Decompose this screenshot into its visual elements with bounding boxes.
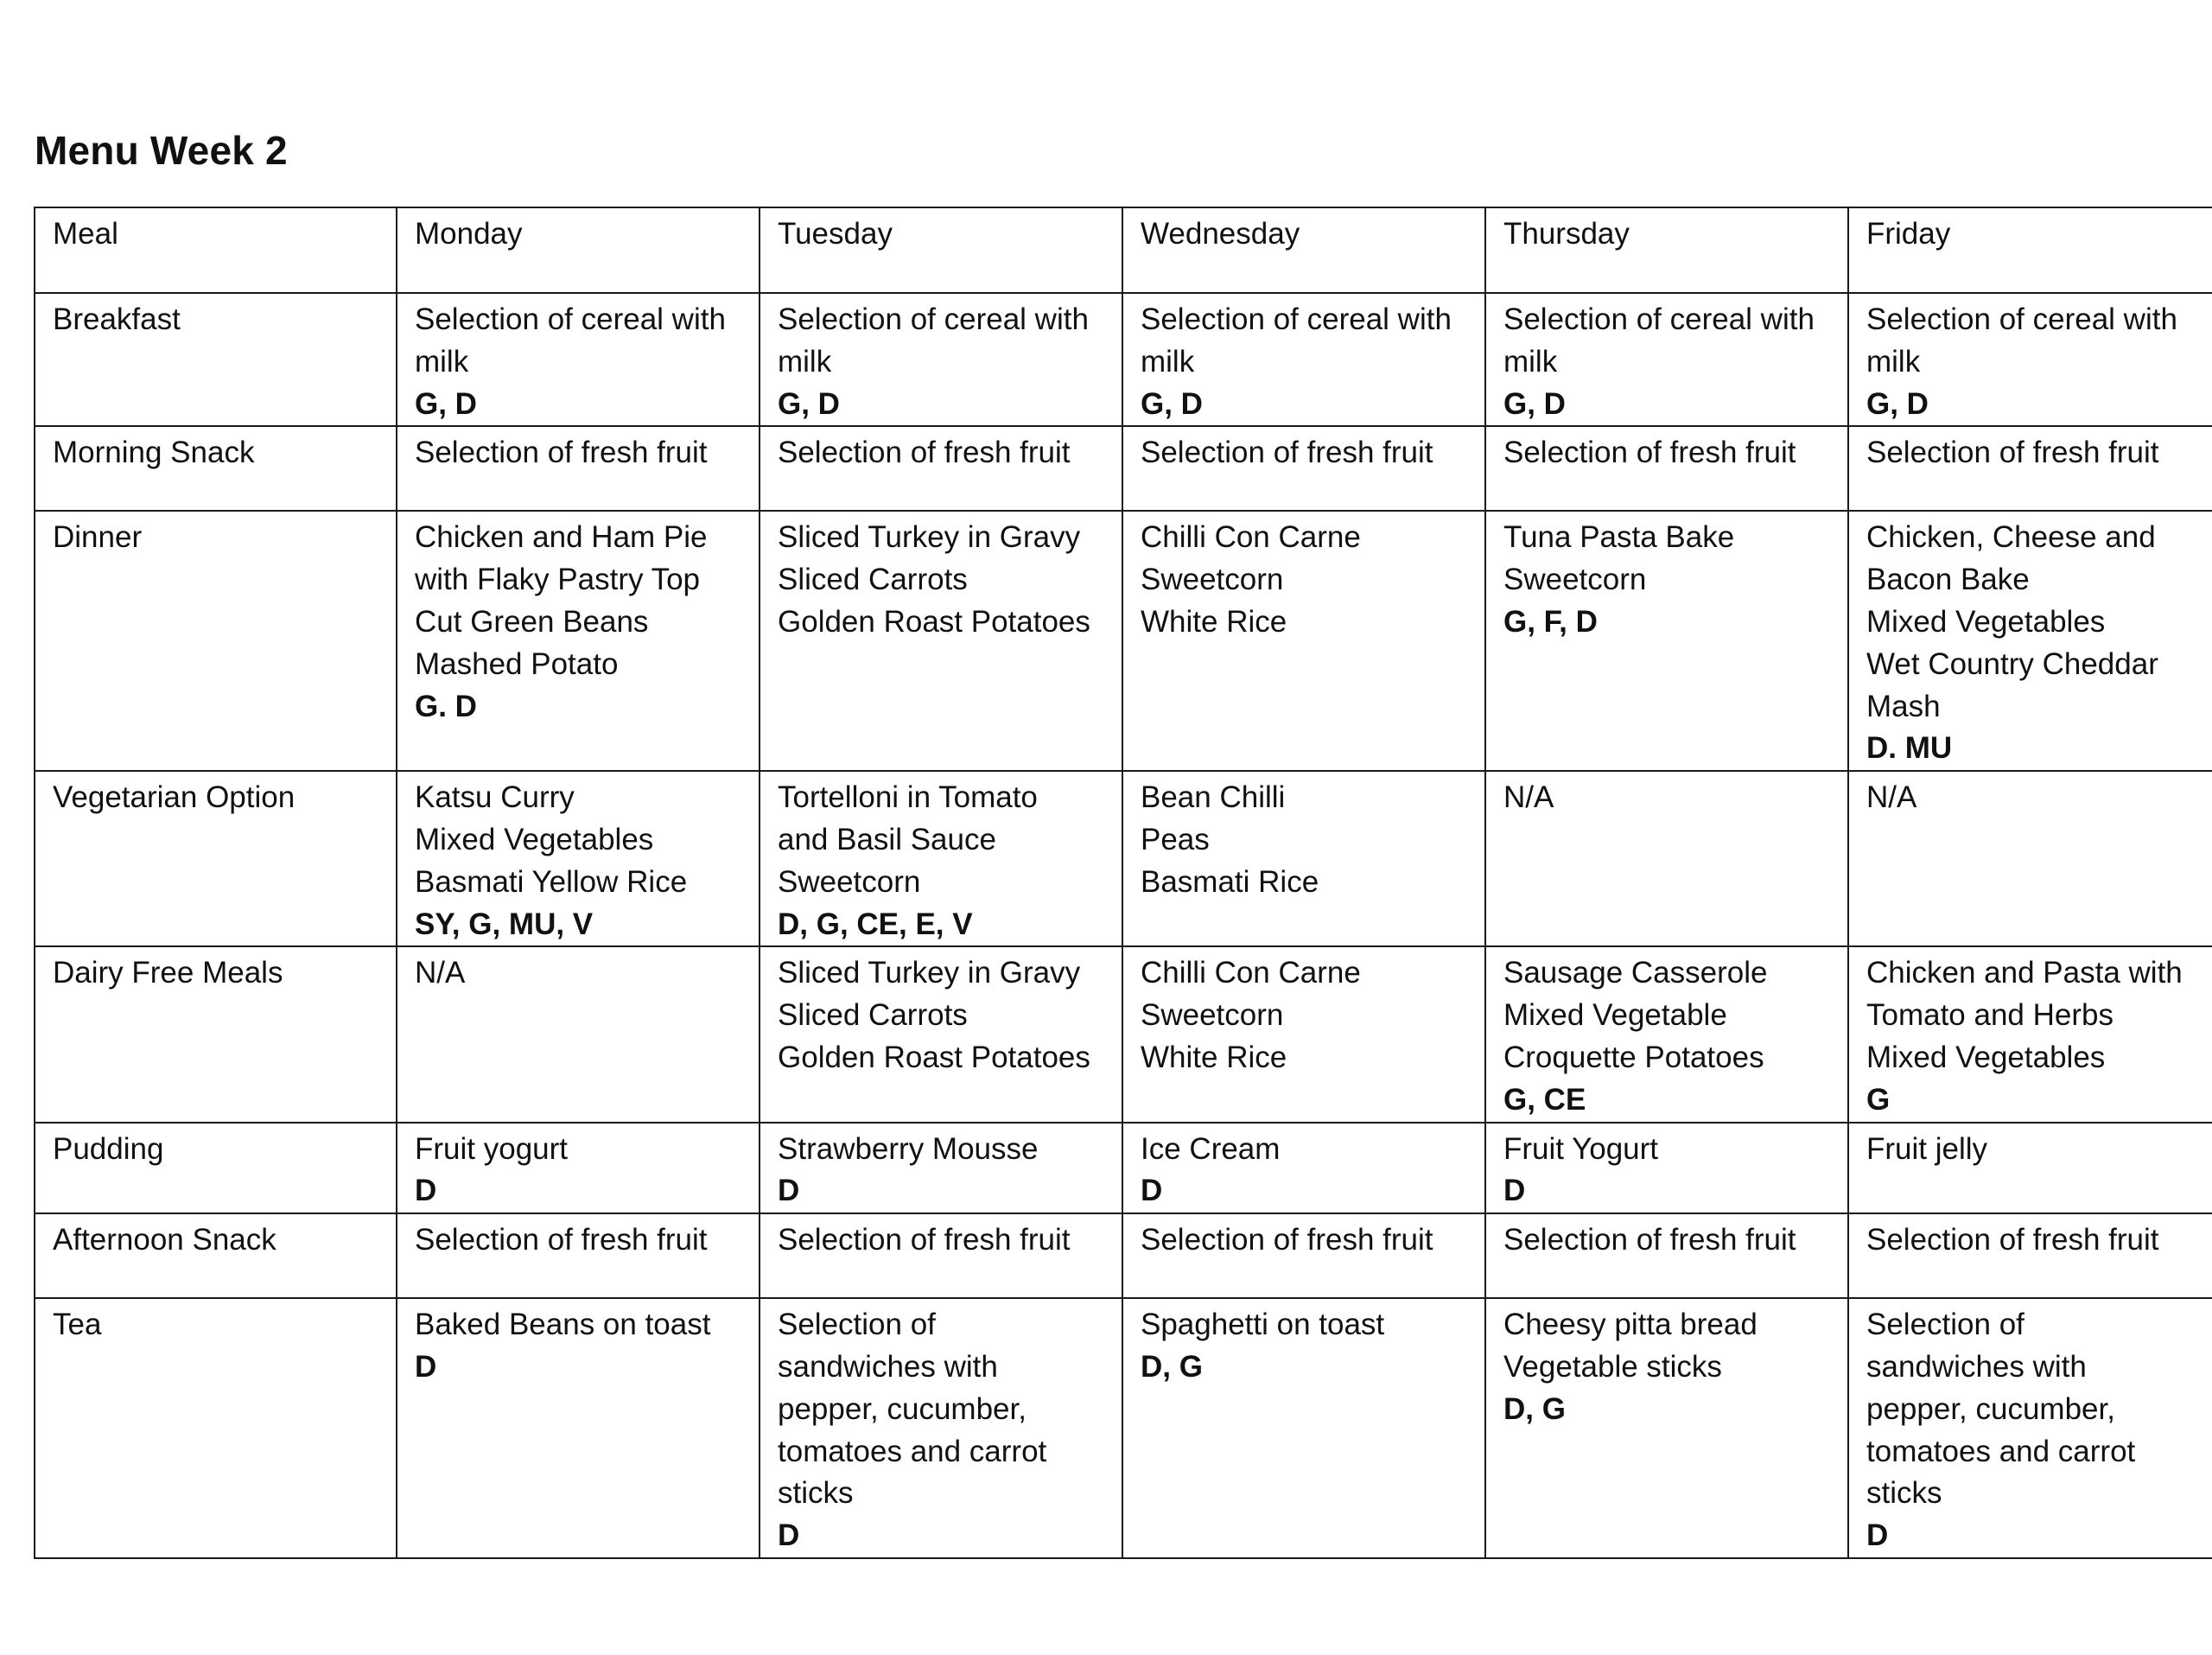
allergen-codes: D bbox=[415, 1349, 437, 1384]
meal-row-dairy-free-meals bbox=[35, 946, 2212, 1122]
menu-item-line: sticks bbox=[778, 1476, 854, 1511]
menu-item-line: Mixed Vegetables bbox=[415, 822, 654, 856]
meal-row-breakfast bbox=[35, 293, 2212, 426]
meal-row-vegetarian-option bbox=[35, 771, 2212, 946]
allergen-codes: G, D bbox=[415, 386, 477, 421]
menu-cell-thursday bbox=[1485, 1123, 1848, 1214]
menu-item-line: Selection of fresh fruit bbox=[1141, 436, 1433, 470]
menu-item-line: Selection of fresh fruit bbox=[1866, 1223, 2159, 1257]
menu-item-line: Spaghetti on toast bbox=[1141, 1308, 1385, 1342]
menu-item-line: Katsu Curry bbox=[415, 780, 575, 815]
allergen-codes: D, G bbox=[1141, 1349, 1203, 1384]
menu-cell-thursday bbox=[1485, 946, 1848, 1122]
menu-cell-thursday bbox=[1485, 771, 1848, 946]
meal-row-dinner bbox=[35, 511, 2212, 771]
menu-cell-tuesday bbox=[760, 426, 1122, 511]
menu-item-line: Selection of cereal with bbox=[1503, 302, 1815, 336]
menu-cell-wednesday bbox=[1122, 511, 1485, 771]
menu-cell-thursday bbox=[1485, 426, 1848, 511]
menu-item-line: Sausage Casserole bbox=[1503, 956, 1768, 990]
allergen-codes: D, G bbox=[1503, 1391, 1566, 1426]
menu-item-line: Baked Beans on toast bbox=[415, 1308, 711, 1342]
menu-item-line: Chilli Con Carne bbox=[1141, 956, 1361, 990]
menu-item-line: Selection of fresh fruit bbox=[415, 1223, 708, 1257]
menu-cell-tuesday bbox=[760, 293, 1122, 426]
menu-item-line: Sliced Turkey in Gravy bbox=[778, 956, 1081, 990]
menu-cell-tuesday bbox=[760, 1298, 1122, 1558]
menu-cell-thursday bbox=[1485, 1298, 1848, 1558]
menu-item-line: Selection of fresh fruit bbox=[415, 436, 708, 470]
header-cell-friday: Friday bbox=[1848, 207, 2212, 293]
menu-item-line: Selection of bbox=[1866, 1308, 2024, 1342]
menu-item-line: sandwiches with bbox=[778, 1349, 998, 1384]
menu-item-line: Selection of fresh fruit bbox=[1503, 436, 1796, 470]
allergen-codes: G. D bbox=[415, 689, 477, 723]
header-cell-tuesday: Tuesday bbox=[760, 207, 1122, 293]
menu-cell-wednesday bbox=[1122, 771, 1485, 946]
allergen-codes: G, F, D bbox=[1503, 604, 1598, 639]
menu-table bbox=[34, 207, 2212, 1559]
menu-item-line: Mixed Vegetables bbox=[1866, 1040, 2106, 1074]
allergen-codes: D, G, CE, E, V bbox=[778, 907, 973, 941]
allergen-codes: D bbox=[778, 1518, 800, 1553]
header-cell-wednesday: Wednesday bbox=[1122, 207, 1485, 293]
menu-item-line: Selection of cereal with bbox=[778, 302, 1089, 336]
menu-item-line: Golden Roast Potatoes bbox=[778, 604, 1090, 639]
menu-item-line: Golden Roast Potatoes bbox=[778, 1040, 1090, 1074]
menu-cell-wednesday bbox=[1122, 293, 1485, 426]
meal-name-cell: Vegetarian Option bbox=[35, 771, 397, 946]
menu-cell-wednesday bbox=[1122, 426, 1485, 511]
menu-item-line: Chicken, Cheese and bbox=[1866, 520, 2156, 555]
menu-item-line: Basmati Yellow Rice bbox=[415, 864, 688, 899]
menu-item-line: Mashed Potato bbox=[415, 646, 619, 681]
menu-item-line: milk bbox=[415, 344, 469, 379]
menu-cell-thursday bbox=[1485, 1213, 1848, 1298]
menu-cell-wednesday bbox=[1122, 946, 1485, 1122]
allergen-codes: G bbox=[1866, 1082, 1891, 1117]
menu-item-line: sandwiches with bbox=[1866, 1349, 2087, 1384]
allergen-codes: D bbox=[778, 1174, 800, 1208]
menu-cell-monday bbox=[397, 426, 760, 511]
menu-cell-friday bbox=[1848, 1123, 2212, 1214]
allergen-codes: G, D bbox=[778, 386, 840, 421]
menu-item-line: Chilli Con Carne bbox=[1141, 520, 1361, 555]
menu-item-line: Tuna Pasta Bake bbox=[1503, 520, 1735, 555]
menu-cell-monday bbox=[397, 1298, 760, 1558]
meal-row-tea bbox=[35, 1298, 2212, 1558]
menu-item-line: milk bbox=[1866, 344, 1921, 379]
menu-item-line: N/A bbox=[1503, 780, 1554, 815]
menu-cell-monday bbox=[397, 946, 760, 1122]
menu-cell-friday bbox=[1848, 946, 2212, 1122]
menu-item-line: Fruit Yogurt bbox=[1503, 1131, 1658, 1166]
menu-cell-tuesday bbox=[760, 1213, 1122, 1298]
menu-item-line: Vegetable sticks bbox=[1503, 1349, 1722, 1384]
allergen-codes: SY, G, MU, V bbox=[415, 907, 594, 941]
menu-cell-friday bbox=[1848, 511, 2212, 771]
menu-item-line: Ice Cream bbox=[1141, 1131, 1281, 1166]
menu-item-line: Wet Country Cheddar bbox=[1866, 646, 2158, 681]
menu-item-line: tomatoes and carrot bbox=[778, 1434, 1047, 1468]
menu-item-line: Selection of fresh fruit bbox=[1503, 1223, 1796, 1257]
menu-item-line: Selection of fresh fruit bbox=[1141, 1223, 1433, 1257]
menu-cell-monday bbox=[397, 293, 760, 426]
menu-item-line: and Basil Sauce bbox=[778, 822, 996, 856]
menu-item-line: Cut Green Beans bbox=[415, 604, 649, 639]
menu-cell-tuesday bbox=[760, 946, 1122, 1122]
menu-item-line: sticks bbox=[1866, 1476, 1942, 1511]
meal-name-cell: Morning Snack bbox=[35, 426, 397, 511]
menu-item-line: Selection of cereal with bbox=[415, 302, 726, 336]
menu-item-line: Selection of bbox=[778, 1308, 936, 1342]
menu-item-line: Tortelloni in Tomato bbox=[778, 780, 1038, 815]
menu-item-line: Selection of cereal with bbox=[1866, 302, 2177, 336]
menu-item-line: Fruit jelly bbox=[1866, 1131, 1988, 1166]
menu-cell-thursday bbox=[1485, 511, 1848, 771]
menu-cell-wednesday bbox=[1122, 1213, 1485, 1298]
menu-item-line: milk bbox=[1141, 344, 1195, 379]
meal-row-afternoon-snack bbox=[35, 1213, 2212, 1298]
meal-name-cell: Afternoon Snack bbox=[35, 1213, 397, 1298]
header-cell-meal: Meal bbox=[35, 207, 397, 293]
allergen-codes: D bbox=[1503, 1174, 1526, 1208]
menu-item-line: Selection of cereal with bbox=[1141, 302, 1452, 336]
menu-item-line: Sliced Turkey in Gravy bbox=[778, 520, 1081, 555]
menu-cell-monday bbox=[397, 1213, 760, 1298]
meal-name-cell: Pudding bbox=[35, 1123, 397, 1214]
allergen-codes: G, D bbox=[1141, 386, 1203, 421]
allergen-codes: D bbox=[415, 1174, 437, 1208]
header-cell-monday: Monday bbox=[397, 207, 760, 293]
menu-item-line: Bean Chilli bbox=[1141, 780, 1286, 815]
header-cell-thursday: Thursday bbox=[1485, 207, 1848, 293]
menu-item-line: Fruit yogurt bbox=[415, 1131, 568, 1166]
menu-cell-friday bbox=[1848, 1213, 2212, 1298]
menu-cell-friday bbox=[1848, 1298, 2212, 1558]
menu-item-line: pepper, cucumber, bbox=[1866, 1391, 2115, 1426]
allergen-codes: D bbox=[1866, 1518, 1889, 1553]
allergen-codes: D. MU bbox=[1866, 731, 1953, 766]
menu-cell-friday bbox=[1848, 293, 2212, 426]
menu-item-line: milk bbox=[1503, 344, 1558, 379]
allergen-codes: G, CE bbox=[1503, 1082, 1586, 1117]
meal-name-cell: Tea bbox=[35, 1298, 397, 1558]
menu-item-line: milk bbox=[778, 344, 832, 379]
page-title: Menu Week 2 bbox=[35, 128, 288, 173]
meal-row-pudding bbox=[35, 1123, 2212, 1214]
menu-item-line: Selection of fresh fruit bbox=[778, 1223, 1071, 1257]
menu-item-line: tomatoes and carrot bbox=[1866, 1434, 2136, 1468]
menu-cell-tuesday bbox=[760, 771, 1122, 946]
menu-item-line: White Rice bbox=[1141, 604, 1287, 639]
menu-item-line: Sweetcorn bbox=[1503, 563, 1647, 597]
meal-name-cell: Breakfast bbox=[35, 293, 397, 426]
menu-item-line: Mash bbox=[1866, 689, 1941, 723]
header-row bbox=[35, 207, 2212, 293]
menu-item-line: Basmati Rice bbox=[1141, 864, 1319, 899]
menu-cell-monday bbox=[397, 1123, 760, 1214]
menu-item-line: Chicken and Ham Pie bbox=[415, 520, 708, 555]
menu-item-line: Chicken and Pasta with bbox=[1866, 956, 2183, 990]
menu-item-line: Selection of fresh fruit bbox=[778, 436, 1071, 470]
allergen-codes: G, D bbox=[1866, 386, 1929, 421]
menu-cell-friday bbox=[1848, 771, 2212, 946]
menu-cell-friday bbox=[1848, 426, 2212, 511]
menu-cell-wednesday bbox=[1122, 1298, 1485, 1558]
menu-cell-wednesday bbox=[1122, 1123, 1485, 1214]
menu-item-line: Croquette Potatoes bbox=[1503, 1040, 1764, 1074]
menu-item-line: Peas bbox=[1141, 822, 1210, 856]
menu-item-line: Mixed Vegetable bbox=[1503, 998, 1727, 1033]
menu-item-line: Sweetcorn bbox=[1141, 563, 1284, 597]
allergen-codes: D bbox=[1141, 1174, 1163, 1208]
menu-cell-monday bbox=[397, 511, 760, 771]
menu-cell-monday bbox=[397, 771, 760, 946]
menu-item-line: with Flaky Pastry Top bbox=[415, 563, 701, 597]
menu-item-line: Sweetcorn bbox=[1141, 998, 1284, 1033]
menu-item-line: Selection of fresh fruit bbox=[1866, 436, 2159, 470]
menu-item-line: pepper, cucumber, bbox=[778, 1391, 1027, 1426]
meal-name-cell: Dinner bbox=[35, 511, 397, 771]
menu-item-line: White Rice bbox=[1141, 1040, 1287, 1074]
menu-cell-thursday bbox=[1485, 293, 1848, 426]
menu-item-line: N/A bbox=[1866, 780, 1917, 815]
menu-item-line: Tomato and Herbs bbox=[1866, 998, 2113, 1033]
menu-item-line: Sliced Carrots bbox=[778, 563, 968, 597]
menu-item-line: Cheesy pitta bread bbox=[1503, 1308, 1758, 1342]
menu-item-line: N/A bbox=[415, 956, 466, 990]
menu-item-line: Strawberry Mousse bbox=[778, 1131, 1039, 1166]
meal-row-morning-snack bbox=[35, 426, 2212, 511]
menu-cell-tuesday bbox=[760, 1123, 1122, 1214]
meal-name-cell: Dairy Free Meals bbox=[35, 946, 397, 1122]
menu-item-line: Bacon Bake bbox=[1866, 563, 2030, 597]
menu-item-line: Sliced Carrots bbox=[778, 998, 968, 1033]
menu-cell-tuesday bbox=[760, 511, 1122, 771]
menu-item-line: Mixed Vegetables bbox=[1866, 604, 2106, 639]
allergen-codes: G, D bbox=[1503, 386, 1566, 421]
menu-item-line: Sweetcorn bbox=[778, 864, 921, 899]
